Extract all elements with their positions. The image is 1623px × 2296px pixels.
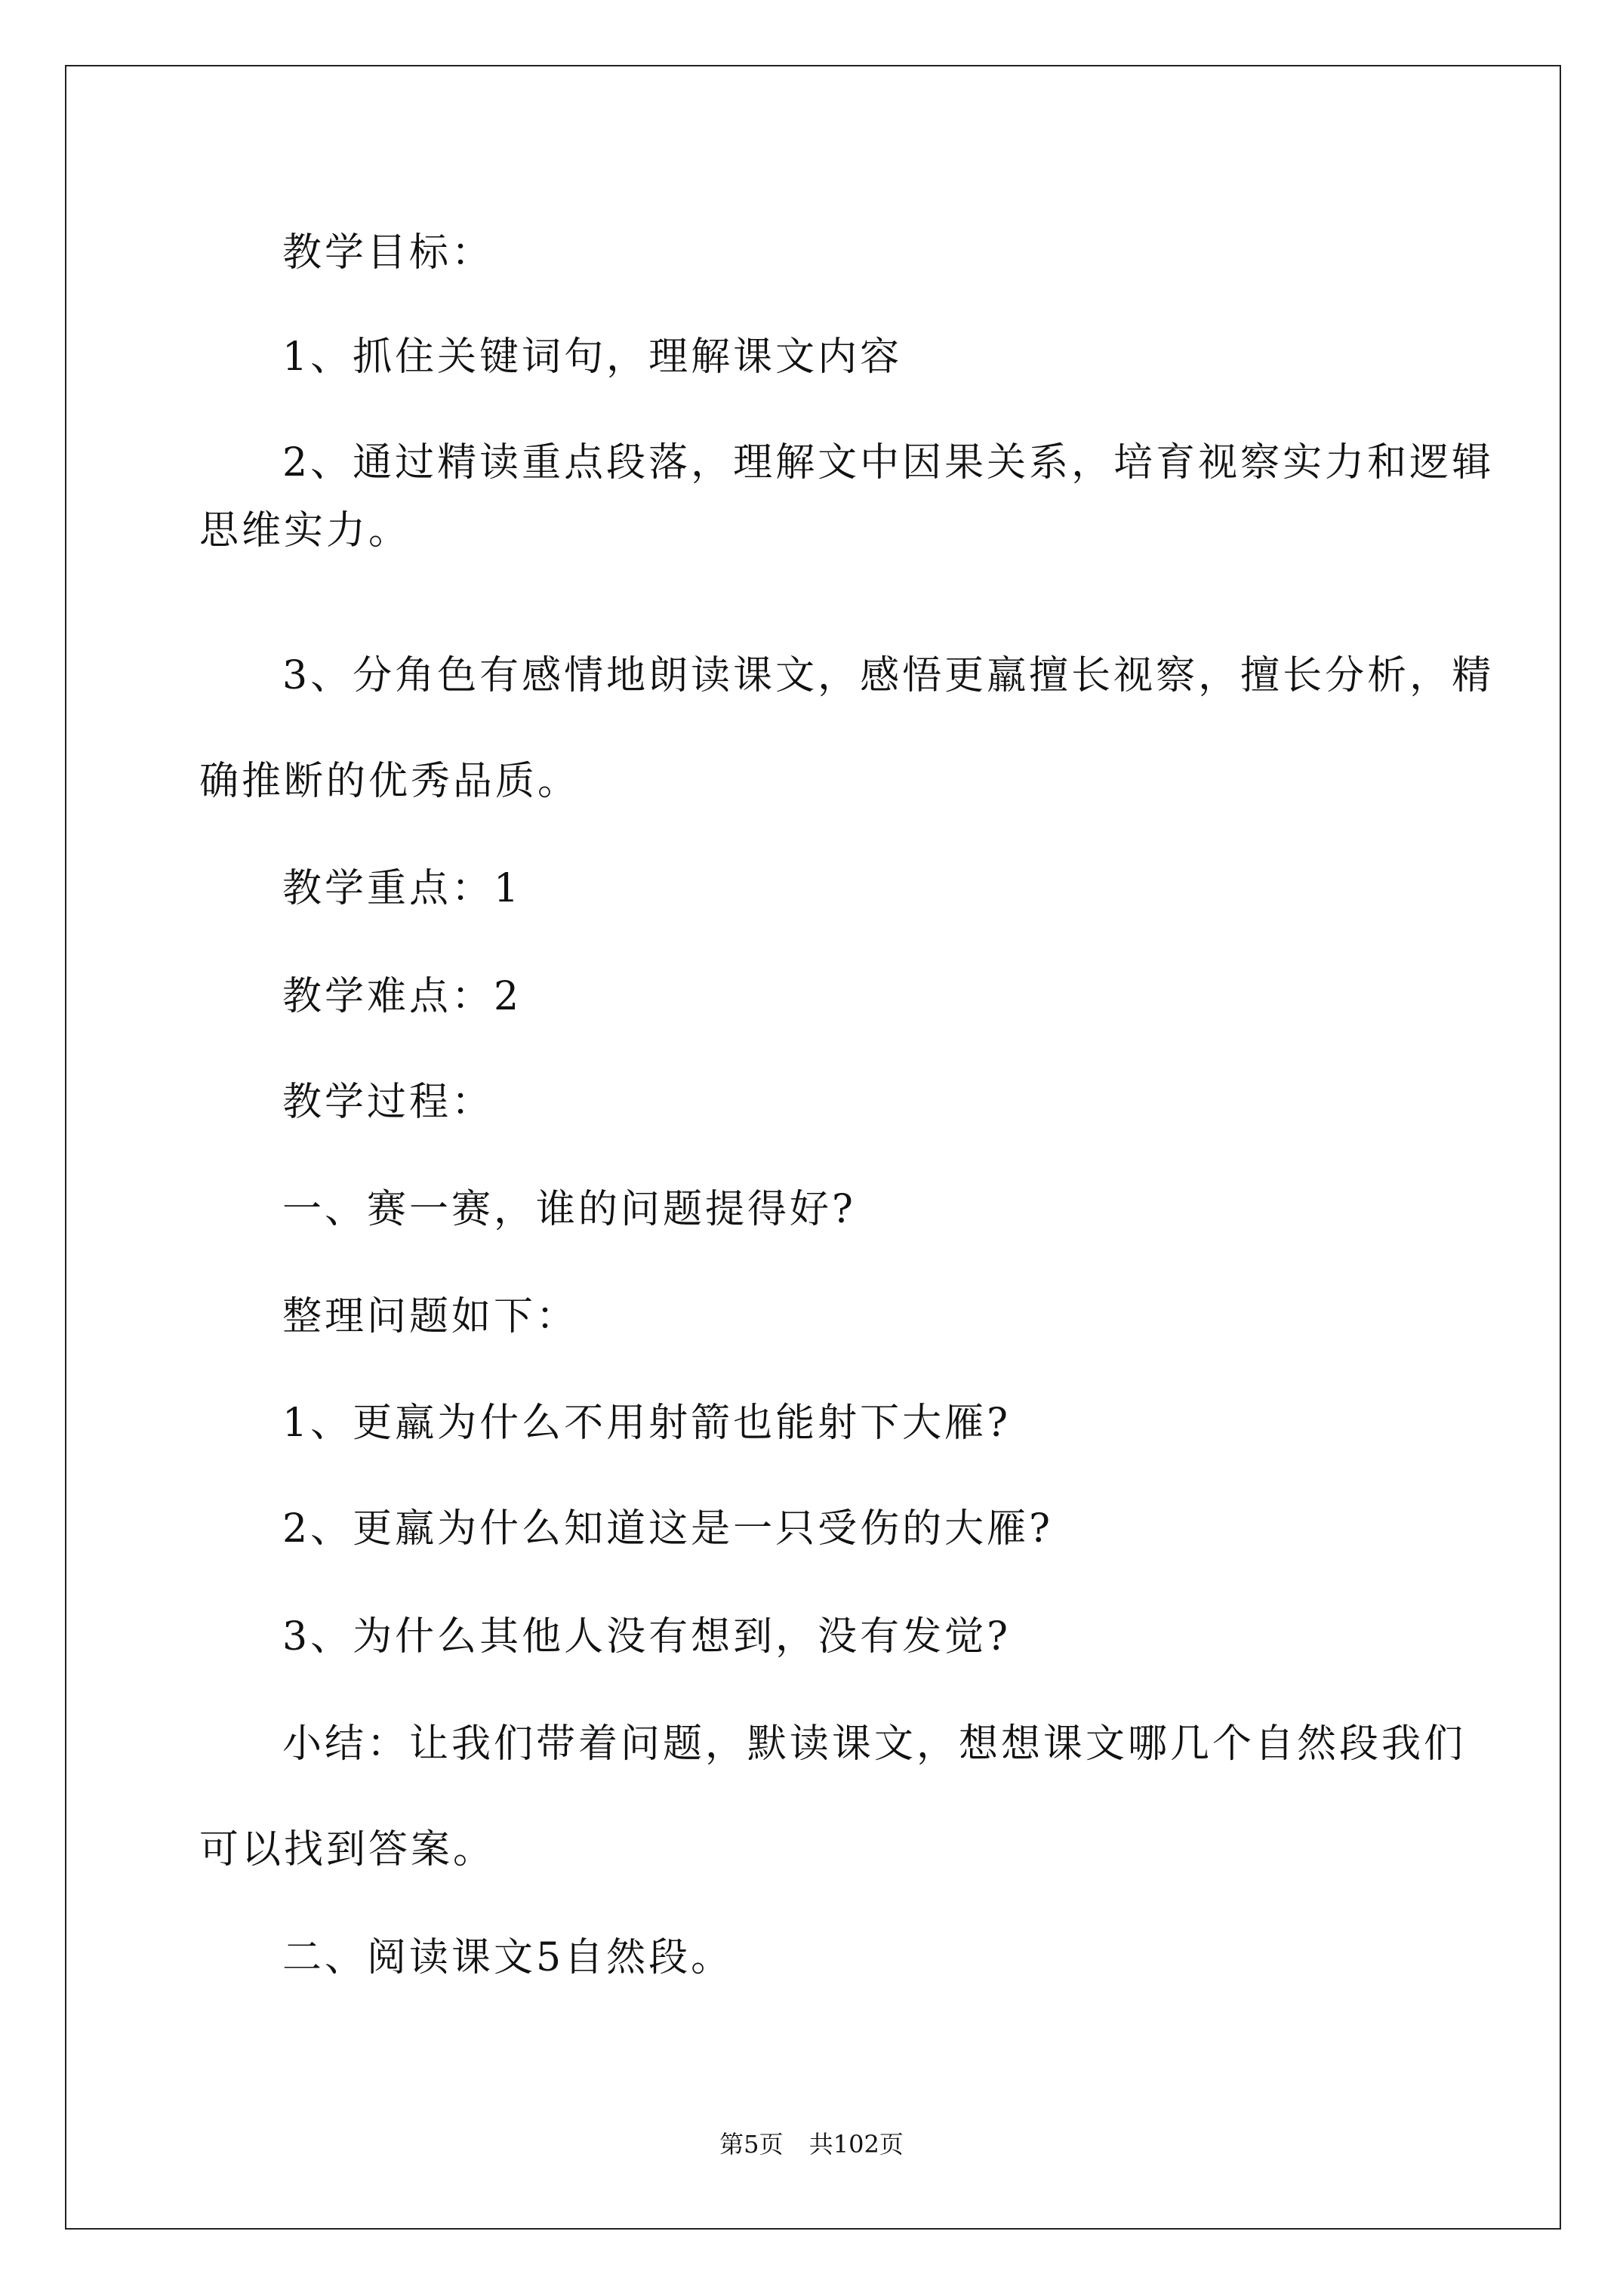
page-total: 共102页 — [808, 2130, 904, 2159]
page-number: 第5页 — [719, 2130, 784, 2159]
paragraph-section-2: 二、阅读课文5自然段。 — [282, 1935, 734, 1980]
paragraph-objective-2-cont: 思维实力。 — [199, 508, 411, 553]
paragraph-summary: 小结：让我们带着问题，默读课文，想想课文哪几个自然段我们 — [282, 1721, 1467, 1767]
paragraph-objective-3-cont: 确推断的优秀品质。 — [199, 759, 581, 804]
paragraph-summary-cont: 可以找到答案。 — [199, 1827, 496, 1872]
paragraph-key-point: 教学重点：1 — [282, 866, 522, 911]
paragraph-difficulty: 教学难点：2 — [282, 974, 522, 1019]
paragraph-process-heading: 教学过程： — [282, 1080, 494, 1125]
paragraph-question-3: 3、为什么其他人没有想到，没有发觉? — [282, 1614, 1011, 1660]
paragraph-questions-intro: 整理问题如下： — [282, 1294, 579, 1339]
paragraph-question-2: 2、更羸为什么知道这是一只受伤的大雁? — [282, 1506, 1053, 1552]
paragraph-section-1: 一、赛一赛，谁的问题提得好? — [282, 1187, 856, 1232]
page-border — [65, 65, 1561, 2230]
paragraph-objective-2: 2、通过精读重点段落，理解文中因果关系，培育视察实力和逻辑 — [282, 440, 1495, 485]
paragraph-objectives-heading: 教学目标： — [282, 230, 494, 276]
paragraph-question-1: 1、更羸为什么不用射箭也能射下大雁? — [282, 1401, 1011, 1446]
paragraph-objective-1: 1、抓住关键词句，理解课文内容 — [282, 334, 903, 380]
page-footer — [0, 2129, 1623, 2159]
paragraph-objective-3: 3、分角色有感情地朗读课文，感悟更羸擅长视察，擅长分析，精 — [282, 653, 1495, 698]
